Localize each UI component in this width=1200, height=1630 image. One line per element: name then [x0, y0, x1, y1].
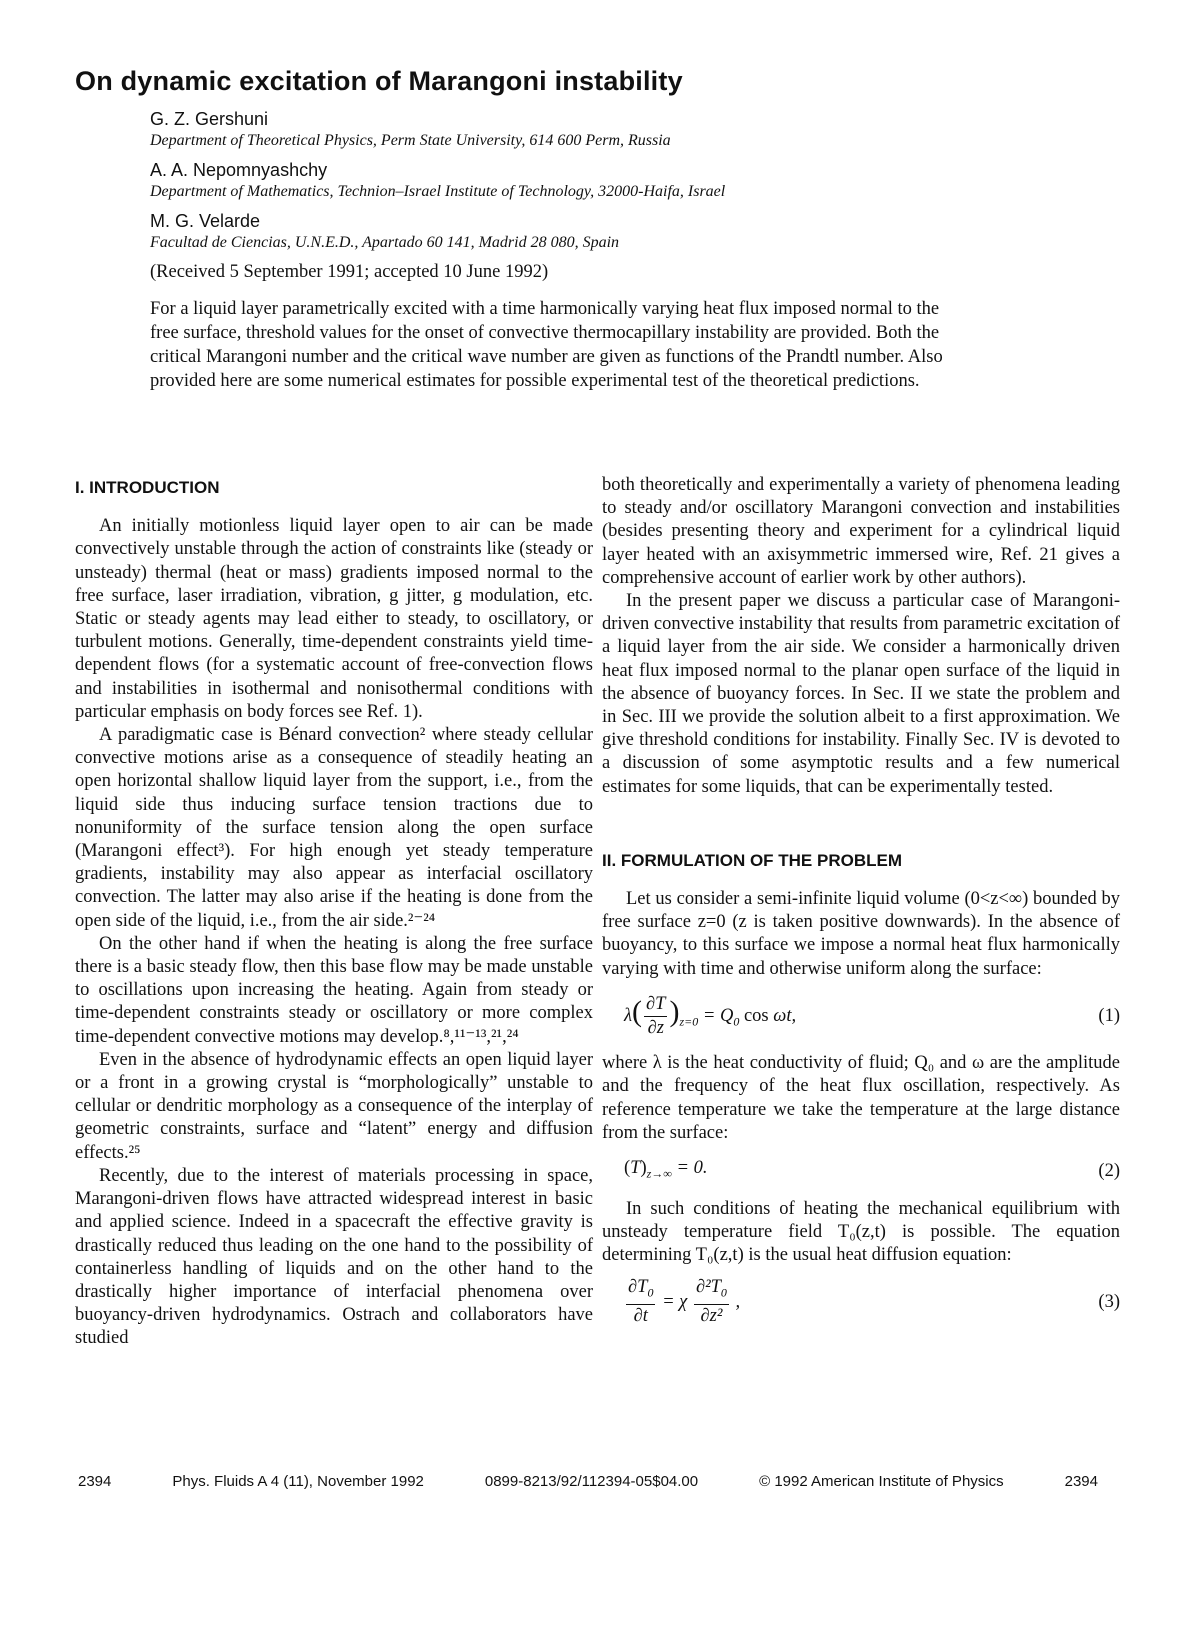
paragraph: A paradigmatic case is Bénard convection² where steady cellular convective motions arise as a consequence of steadily heating an open horizontal shallow liquid layer from the support, i.e., from the liquid side thus inducing surface tension tractions due to nonuniformity of the surface tension along the open surface (Marangoni effect³). For high enough yet steady temperature gradients, instability may also appear as interfacial oscillatory convection. The latter may also arise if the heating is done from the open side of the liquid, i.e., from the air side.²⁻²⁴: [75, 725, 593, 931]
paper-title: On dynamic excitation of Marangoni instability: [75, 66, 683, 96]
equation-1: [602, 993, 1120, 1040]
author-affiliation: Facultad de Ciencias, U.N.E.D., Apartado 60 141, Madrid 28 080, Spain: [150, 234, 620, 251]
author-name: A. A. Nepomnyashchy: [150, 160, 328, 180]
paragraph: An initially motionless liquid layer open to air can be made convectively unstable through the action of constraints like (steady or unsteady) thermal (heat or mass) gradients imposed normal to the free surface, laser irradiation, vibration, g jitter, g modulation, etc. Static or steady agents may lead either to steady, to oscillatory, or turbulent motions. Generally, time-dependent constraints yield time-dependent flows (for a systematic account of free-convection flows and instabilities in isothermal and nonisothermal conditions with particular emphasis on body forces see Ref. 1).: [75, 516, 593, 722]
page-footer: [78, 1473, 1098, 1490]
author-block: [150, 108, 1110, 393]
paragraph: In such conditions of heating the mechanical equilibrium with unsteady temperature field T₀(z,t) is possible. The equation determining T₀(z,t) is the usual heat diffusion equation:: [602, 1198, 1120, 1266]
author-entry: [150, 159, 1110, 203]
copyright: © 1992 American Institute of Physics: [759, 1473, 1004, 1490]
author-entry: [150, 210, 1110, 254]
paragraph: where λ is the heat conductivity of fluid; Q₀ and ω are the amplitude and the frequency of the heat flux oscillation, respectively. As reference temperature we take the temperature at the large distance from the surface:: [602, 1053, 1120, 1143]
paragraph: Recently, due to the interest of materials processing in space, Marangoni-driven flows have attracted widespread interest in basic and applied science. Indeed in a spacecraft the effective gravity is drastically reduced thus leading on the one hand to the possibility of containerless handling of liquids and on the other hand to the drastically higher importance of interfacial phenomena over buoyancy-driven hydrodynamics. Ostrach and collaborators have studied: [75, 1165, 593, 1349]
abstract: For a liquid layer parametrically excited with a time harmonically varying heat flux imposed normal to the free surface, threshold values for the onset of convective thermocapillary instability are provided. Both the critical Marangoni number and the critical wave number are given as functions of the Prandtl number. Also provided here are some numerical estimates for possible experimental test of the theoretical predictions.: [150, 299, 943, 391]
journal-citation: Phys. Fluids A 4 (11), November 1992: [172, 1473, 424, 1490]
received-dates: (Received 5 September 1991; accepted 10 June 1992): [150, 262, 549, 282]
left-column: [75, 474, 593, 1351]
paragraph: In the present paper we discuss a particular case of Marangoni-driven convective instability that results from parametric excitation of a liquid layer from the air side. We consider a harmonically driven heat flux imposed normal to the planar open surface of the liquid in the absence of buoyancy forces. In Sec. II we state the problem and in Sec. III we provide the solution albeit to a first approximation. We give threshold conditions for instability. Finally Sec. IV is devoted to a discussion of some asymptotic results and a few numerical estimates for some liquids, that can be experimentally tested.: [602, 591, 1120, 797]
author-entry: [150, 108, 1110, 152]
section-heading: I. INTRODUCTION: [75, 478, 220, 497]
author-affiliation: Department of Theoretical Physics, Perm State University, 614 600 Perm, Russia: [150, 132, 671, 149]
equation-number: (2): [1098, 1160, 1120, 1181]
paragraph: On the other hand if when the heating is along the free surface there is a basic steady flow, then this base flow may be made unstable to oscillations upon increasing the heating. Again from steady or time-dependent constraints steady or oscillatory or more complex time-dependent convective motions may develop.⁸,¹¹⁻¹³,²¹,²⁴: [75, 933, 593, 1047]
right-column: [602, 474, 1120, 1341]
article-code: 0899-8213/92/112394-05$04.00: [484, 1473, 699, 1490]
author-name: G. Z. Gershuni: [150, 109, 269, 129]
paragraph: Let us consider a semi-infinite liquid volume (0<z<∞) bounded by free surface z=0 (z is taken positive downwards). In the absence of buoyancy, to this surface we impose a normal heat flux harmonically varying with time and otherwise uniform along the surface:: [602, 889, 1120, 979]
paragraph: both theoretically and experimentally a variety of phenomena leading to steady and/or oscillatory Marangoni convection and instabilities (besides presenting theory and experiment for a cylindrical liquid layer heated with an axisymmetric immersed wire, Ref. 21 gives a comprehensive account of earlier work by other authors).: [602, 475, 1120, 588]
page-number: 2394: [1064, 1473, 1098, 1490]
equation-2: [602, 1157, 1120, 1186]
page-number: 2394: [78, 1473, 112, 1490]
equation-body: λ( $\frac{\partial T}{\partial z}$ )$_{z=0} = Q_0$ cos ωt,: [624, 993, 797, 1039]
author-affiliation: Department of Mathematics, Technion–Israel Institute of Technology, 32000-Haifa, Israel: [150, 183, 726, 200]
author-name: M. G. Velarde: [150, 211, 261, 231]
equation-body: $(T)_{z\to\infty} = 0$.: [624, 1158, 708, 1181]
equation-number: (3): [1098, 1291, 1120, 1312]
equation-number: (1): [1098, 1005, 1120, 1026]
equation-3: [602, 1276, 1120, 1329]
section-heading: II. FORMULATION OF THE PROBLEM: [602, 850, 902, 870]
equation-body: $\frac{\partial T_0}{\partial t}$ = χ $\frac{\partial^2T_0}{\text{∂z²}}$ ,: [628, 1276, 741, 1327]
paragraph: Even in the absence of hydrodynamic effects an open liquid layer or a front in a growing crystal is “morphologically” unstable to cellular or dendritic morphology as a consequence of the interplay of geometric constraints, surface and “latent” energy and diffusion effects.²⁵: [75, 1049, 593, 1163]
